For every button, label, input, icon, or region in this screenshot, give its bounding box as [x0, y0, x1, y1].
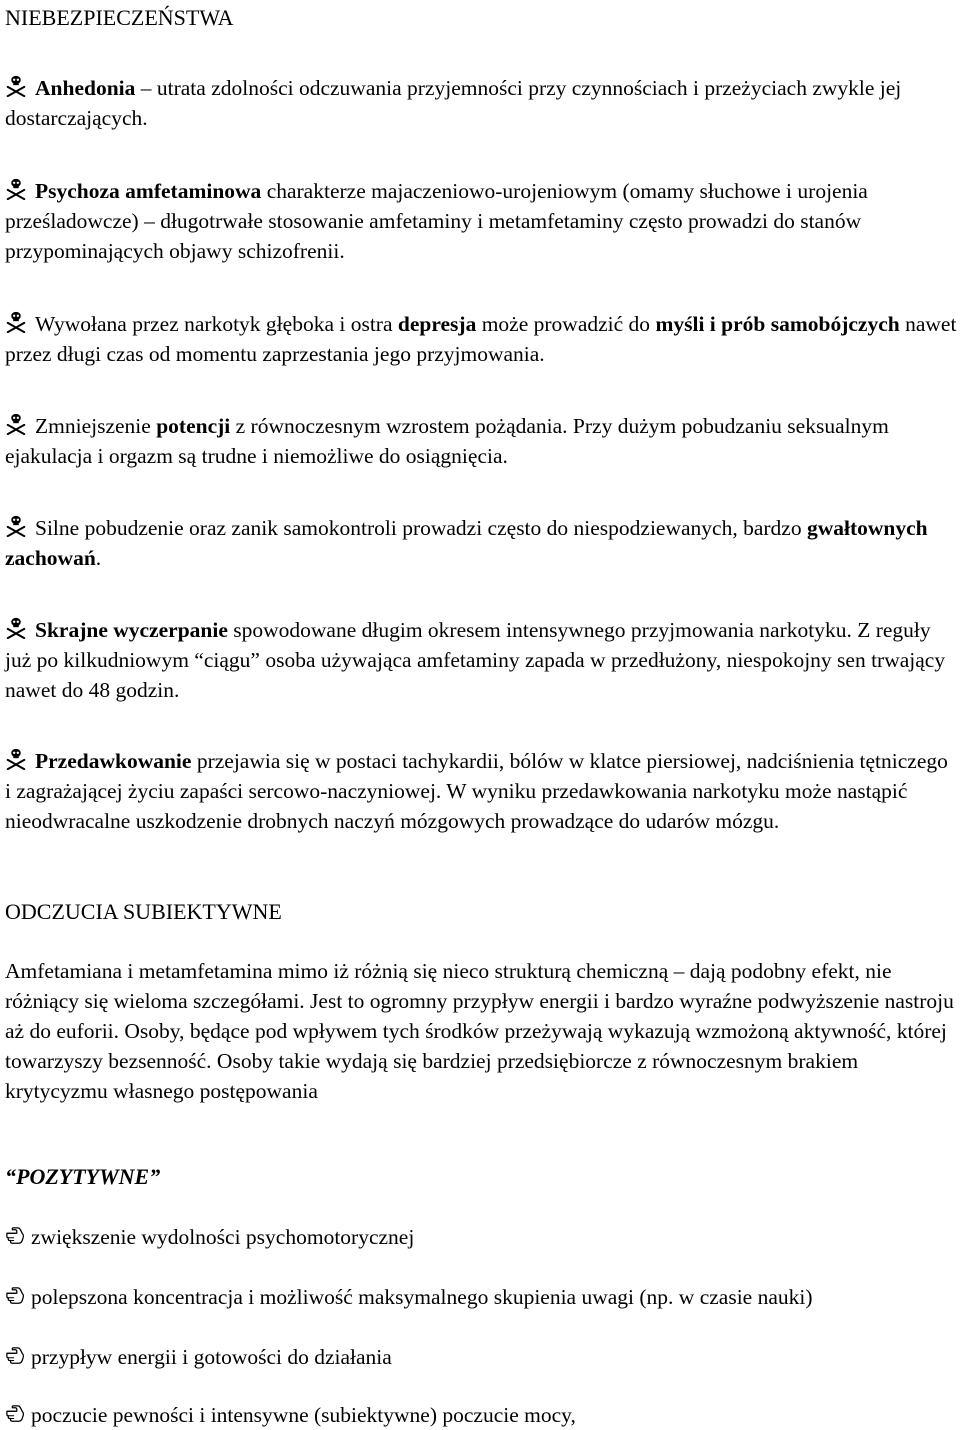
text-segment: – utrata zdolności odczuwania przyjemności przy czynnościach i przeżyciach zwykle jej dostarczających.	[5, 76, 902, 130]
danger-item-potency	[5, 411, 957, 471]
danger-item-psychosis	[5, 176, 957, 266]
bold-text: Psychoza amfetaminowa	[35, 179, 262, 203]
bold-text: Przedawkowanie	[35, 749, 192, 773]
skull-crossbones-icon	[5, 617, 27, 639]
bold-text: gwałtownych zachowań	[5, 516, 928, 570]
positive-item: poczucie pewności i intensywne (subiektywne) poczucie mocy,	[5, 1400, 957, 1430]
text-segment: może prowadzić do	[476, 312, 656, 336]
pointing-hand-icon	[5, 1347, 25, 1365]
text-segment: spowodowane długim okresem intensywnego przyjmowania narkotyku. Z reguły już po kilkudniowym “ciągu” osoba używająca amfetaminy zapada w przedłużony, niespokojny sen trwający nawet do 48 godzin.	[5, 618, 946, 702]
text-segment: .	[95, 546, 102, 570]
positive-item: zwiększenie wydolności psychomotorycznej	[5, 1222, 957, 1252]
bold-text: depresja	[397, 312, 477, 336]
positive-item: polepszona koncentracja i możliwość maksymalnego skupienia uwagi (np. w czasie nauki)	[5, 1282, 957, 1312]
danger-item-overdose	[5, 746, 957, 836]
skull-crossbones-icon	[5, 178, 27, 200]
text-segment: Wywołana przez narkotyk głęboka i ostra	[35, 312, 398, 336]
bold-text: Skrajne wyczerpanie	[35, 618, 228, 642]
bold-text: myśli i prób samobójczych	[655, 312, 900, 336]
bold-text: Anhedonia	[35, 76, 136, 100]
text-segment: Zmniejszenie	[35, 414, 157, 438]
section-heading-subjective: ODCZUCIA SUBIEKTYWNE	[5, 899, 282, 924]
danger-item-exhaustion	[5, 615, 957, 705]
text-segment: Silne pobudzenie oraz zanik samokontroli prowadzi często do niespodziewanych, bardzo	[35, 516, 807, 540]
skull-crossbones-icon	[5, 75, 27, 97]
skull-crossbones-icon	[5, 515, 27, 537]
pointing-hand-icon	[5, 1287, 25, 1305]
section-heading-dangers: NIEBEZPIECZEŃSTWA	[5, 5, 234, 30]
positive-item: przypływ energii i gotowości do działania	[5, 1342, 957, 1372]
danger-item-violence	[5, 513, 957, 573]
pointing-hand-icon	[5, 1227, 25, 1245]
bold-text: potencji	[156, 414, 231, 438]
text-segment: przejawia się w postaci tachykardii, bólów w klatce piersiowej, nadciśnienia tętniczego i zagrażającej życiu zapaści sercowo-naczyniowej. W wyniku przedawkowania narkotyku może nastąpić nieodwracalne uszkodzenie drobnych naczyń mózgowych prowadzące do udarów mózgu.	[5, 749, 948, 833]
pointing-hand-icon	[5, 1405, 25, 1423]
skull-crossbones-icon	[5, 413, 27, 435]
skull-crossbones-icon	[5, 311, 27, 333]
text-segment: z równoczesnym wzrostem pożądania. Przy dużym pobudzaniu seksualnym ejakulacja i orgazm są trudne i niemożliwe do osiągnięcia.	[5, 414, 889, 468]
skull-crossbones-icon	[5, 748, 27, 770]
danger-item-anhedonia	[5, 73, 957, 133]
danger-item-depression	[5, 309, 957, 369]
section-heading-positive: “POZYTYWNE”	[5, 1164, 161, 1189]
text-segment: nawet przez długi czas od momentu zaprzestania jego przyjmowania.	[5, 312, 957, 366]
subjective-paragraph: Amfetamiana i metamfetamina mimo iż różnią się nieco strukturą chemiczną – dają podobny efekt, nie różniący się wieloma szczegółami. Jest to ogromny przypływ energii i bardzo wyraźne podwyższenie nastroju aż do euforii. Osoby, będące pod wpływem tych środków przeżywają wykazują wzmożoną aktywność, której towarzyszy bezsenność. Osoby takie wydają się bardziej przedsiębiorcze z równoczesnym brakiem krytycyzmu własnego postępowania	[5, 959, 954, 1103]
text-segment: charakterze majaczeniowo-urojeniowym (omamy słuchowe i urojenia prześladowcze) – długotrwałe stosowanie amfetaminy i metamfetaminy często prowadzi do stanów przypominających objawy schizofrenii.	[5, 179, 868, 263]
